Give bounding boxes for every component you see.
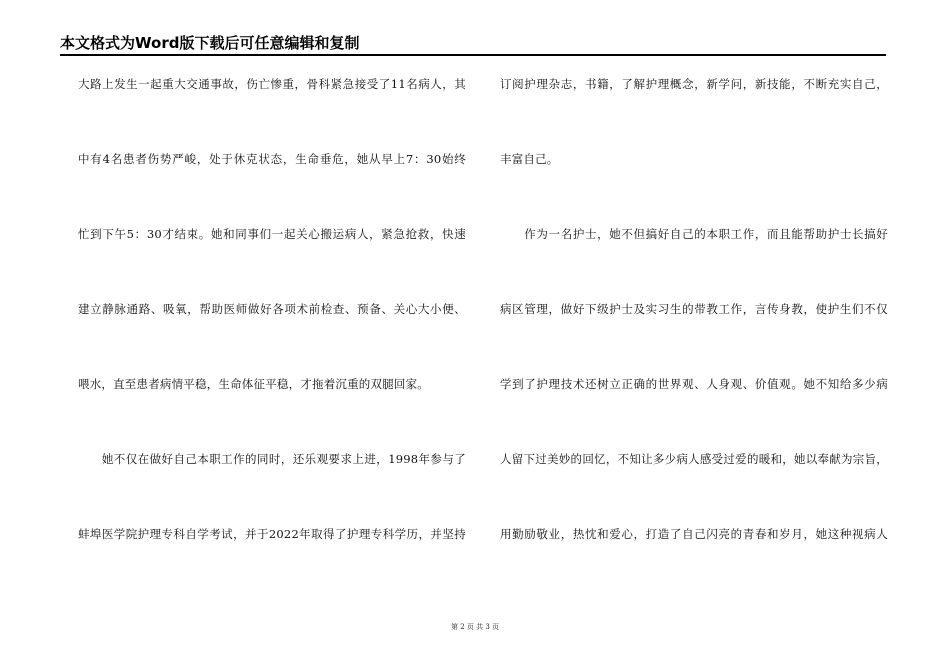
right-column-line: 丰富自己。 <box>500 152 559 166</box>
right-column-line: 用勤励敬业，热忱和爱心，打造了自己闪亮的青春和岁月，她这种视病人 <box>500 527 888 541</box>
left-column-line: 喂水，直至患者病情平稳，生命体征平稳，才拖着沉重的双腿回家。 <box>78 377 429 391</box>
right-column-line: 作为一名护士，她不但搞好自己的本职工作，而且能帮助护士长搞好 <box>500 227 888 241</box>
left-column-line: 中有4名患者伤势严峻，处于休克状态，生命垂危，她从早上7：30始终 <box>78 152 466 166</box>
right-column-line: 人留下过美妙的回忆，不知让多少病人感受过爱的暖和，她以奉献为宗旨， <box>500 452 888 466</box>
left-column-line: 建立静脉通路、吸氧，帮助医师做好各项术前检查、预备、关心大小便、 <box>78 302 466 316</box>
page-header <box>60 33 886 55</box>
header-divider <box>60 54 886 56</box>
left-column-line: 忙到下午5：30才结束。她和同事们一起关心搬运病人，紧急抢救，快速 <box>78 227 466 241</box>
left-column-line: 大路上发生一起重大交通事故，伤亡惨重，骨科紧急接受了11名病人，其 <box>78 77 466 91</box>
left-column-line: 她不仅在做好自己本职工作的同时，还乐观要求上进，1998年参与了 <box>78 452 466 466</box>
right-column-line: 病区管理，做好下级护士及实习生的带教工作，言传身教，使护生们不仅 <box>500 302 888 316</box>
document-title: 本文格式为Word版下载后可任意编辑和复制 <box>60 34 360 52</box>
right-column-line: 订阅护理杂志，书籍，了解护理概念，新学问，新技能，不断充实自己， <box>500 77 888 91</box>
right-column-line: 学到了护理技术还树立正确的世界观、人身观、价值观。她不知给多少病 <box>500 377 888 391</box>
page-number: 第 2 页 共 3 页 <box>450 623 500 631</box>
left-column-line: 蚌埠医学院护理专科自学考试，并于2022年取得了护理专科学历，并坚持 <box>78 527 466 541</box>
